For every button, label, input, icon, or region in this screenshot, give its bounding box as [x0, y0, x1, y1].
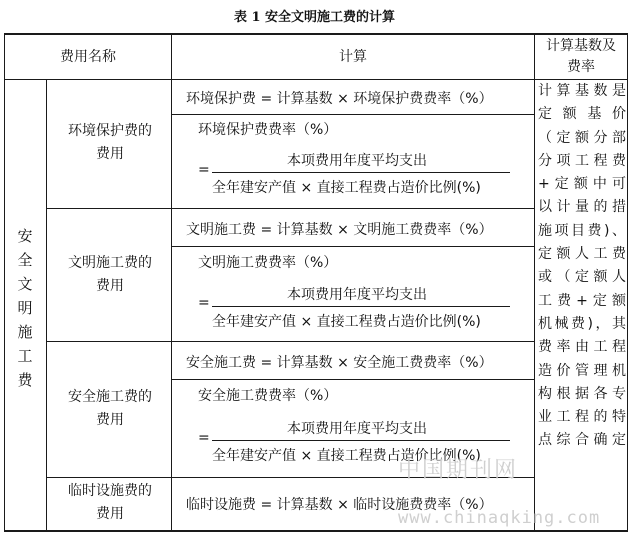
fee-name-environment: 环境保护费的 费用 [68, 123, 152, 162]
row-separator [46, 208, 535, 209]
header-calculation: 计算 [339, 48, 367, 65]
calc-inner-separator [171, 114, 535, 115]
fraction-bar [212, 172, 510, 173]
table-left-border [4, 33, 5, 532]
equals-sign: = [198, 295, 210, 311]
category-char: 明 [17, 299, 33, 317]
rate-label-civilized: 文明施工费费率（%） [198, 255, 338, 271]
watermark-site-name: 中国期刊网 [398, 458, 519, 483]
formula-safety: 安全施工费 = 计算基数 × 安全施工费费率（%） [186, 355, 493, 371]
category-char: 安 [17, 227, 33, 245]
name-column-divider [171, 33, 172, 531]
rate-label-safety: 安全施工费费率（%） [198, 388, 338, 404]
numerator-safety: 本项费用年度平均支出 [287, 421, 427, 437]
numerator-civilized: 本项费用年度平均支出 [287, 287, 427, 303]
category-char: 工 [17, 347, 33, 365]
numerator-environment: 本项费用年度平均支出 [287, 153, 427, 169]
fee-name-temporary: 临时设施费的 费用 [68, 483, 152, 522]
equals-sign: = [198, 162, 210, 178]
fraction-bar [212, 440, 510, 441]
category-safety-civilized-fee [6, 224, 44, 392]
formula-environment: 环境保护费 = 计算基数 × 环境保护费费率（%） [186, 91, 493, 107]
formula-civilized: 文明施工费 = 计算基数 × 文明施工费费率（%） [186, 222, 493, 238]
category-char: 费 [17, 371, 33, 389]
fee-name-civilized: 文明施工费的 费用 [68, 255, 152, 294]
calc-inner-separator [171, 246, 535, 247]
denominator-safety: 全年建安产值 × 直接工程费占造价比例(%) [212, 448, 481, 464]
header-base-rate: 计算基数及费率 [546, 38, 616, 75]
category-char: 全 [17, 251, 33, 269]
fee-name-safety: 安全施工费的 费用 [68, 389, 152, 428]
fraction-bar [212, 306, 510, 307]
category-divider [46, 79, 47, 531]
header-fee-name: 费用名称 [60, 48, 116, 65]
denominator-environment: 全年建安产值 × 直接工程费占造价比例(%) [212, 180, 481, 196]
equals-sign: = [198, 430, 210, 446]
denominator-civilized: 全年建安产值 × 直接工程费占造价比例(%) [212, 314, 481, 330]
calc-inner-separator [171, 379, 535, 380]
calc-column-divider [534, 33, 535, 531]
category-char: 施 [17, 323, 33, 341]
row-separator [46, 341, 535, 342]
category-char: 文 [17, 275, 33, 293]
table-right-border [627, 33, 628, 532]
watermark-url: www.chinaqking.com [398, 508, 601, 528]
formula-temporary: 临时设施费 = 计算基数 × 临时设施费费率（%） [186, 497, 493, 513]
rate-label-environment: 环境保护费费率（%） [198, 122, 338, 138]
table-caption: 表 1 安全文明施工费的计算 [233, 10, 396, 25]
base-rate-note: 计算基数是 定 额 基 价 （定额分部 分项工程费 +定额中可 以计量的措 施项目费)、 定额人工费 或（定额人 工费+定额 机械费)，其 费率由工程 造价管理机 构根据各专 业工程的特 点综合确定 [538, 83, 626, 449]
